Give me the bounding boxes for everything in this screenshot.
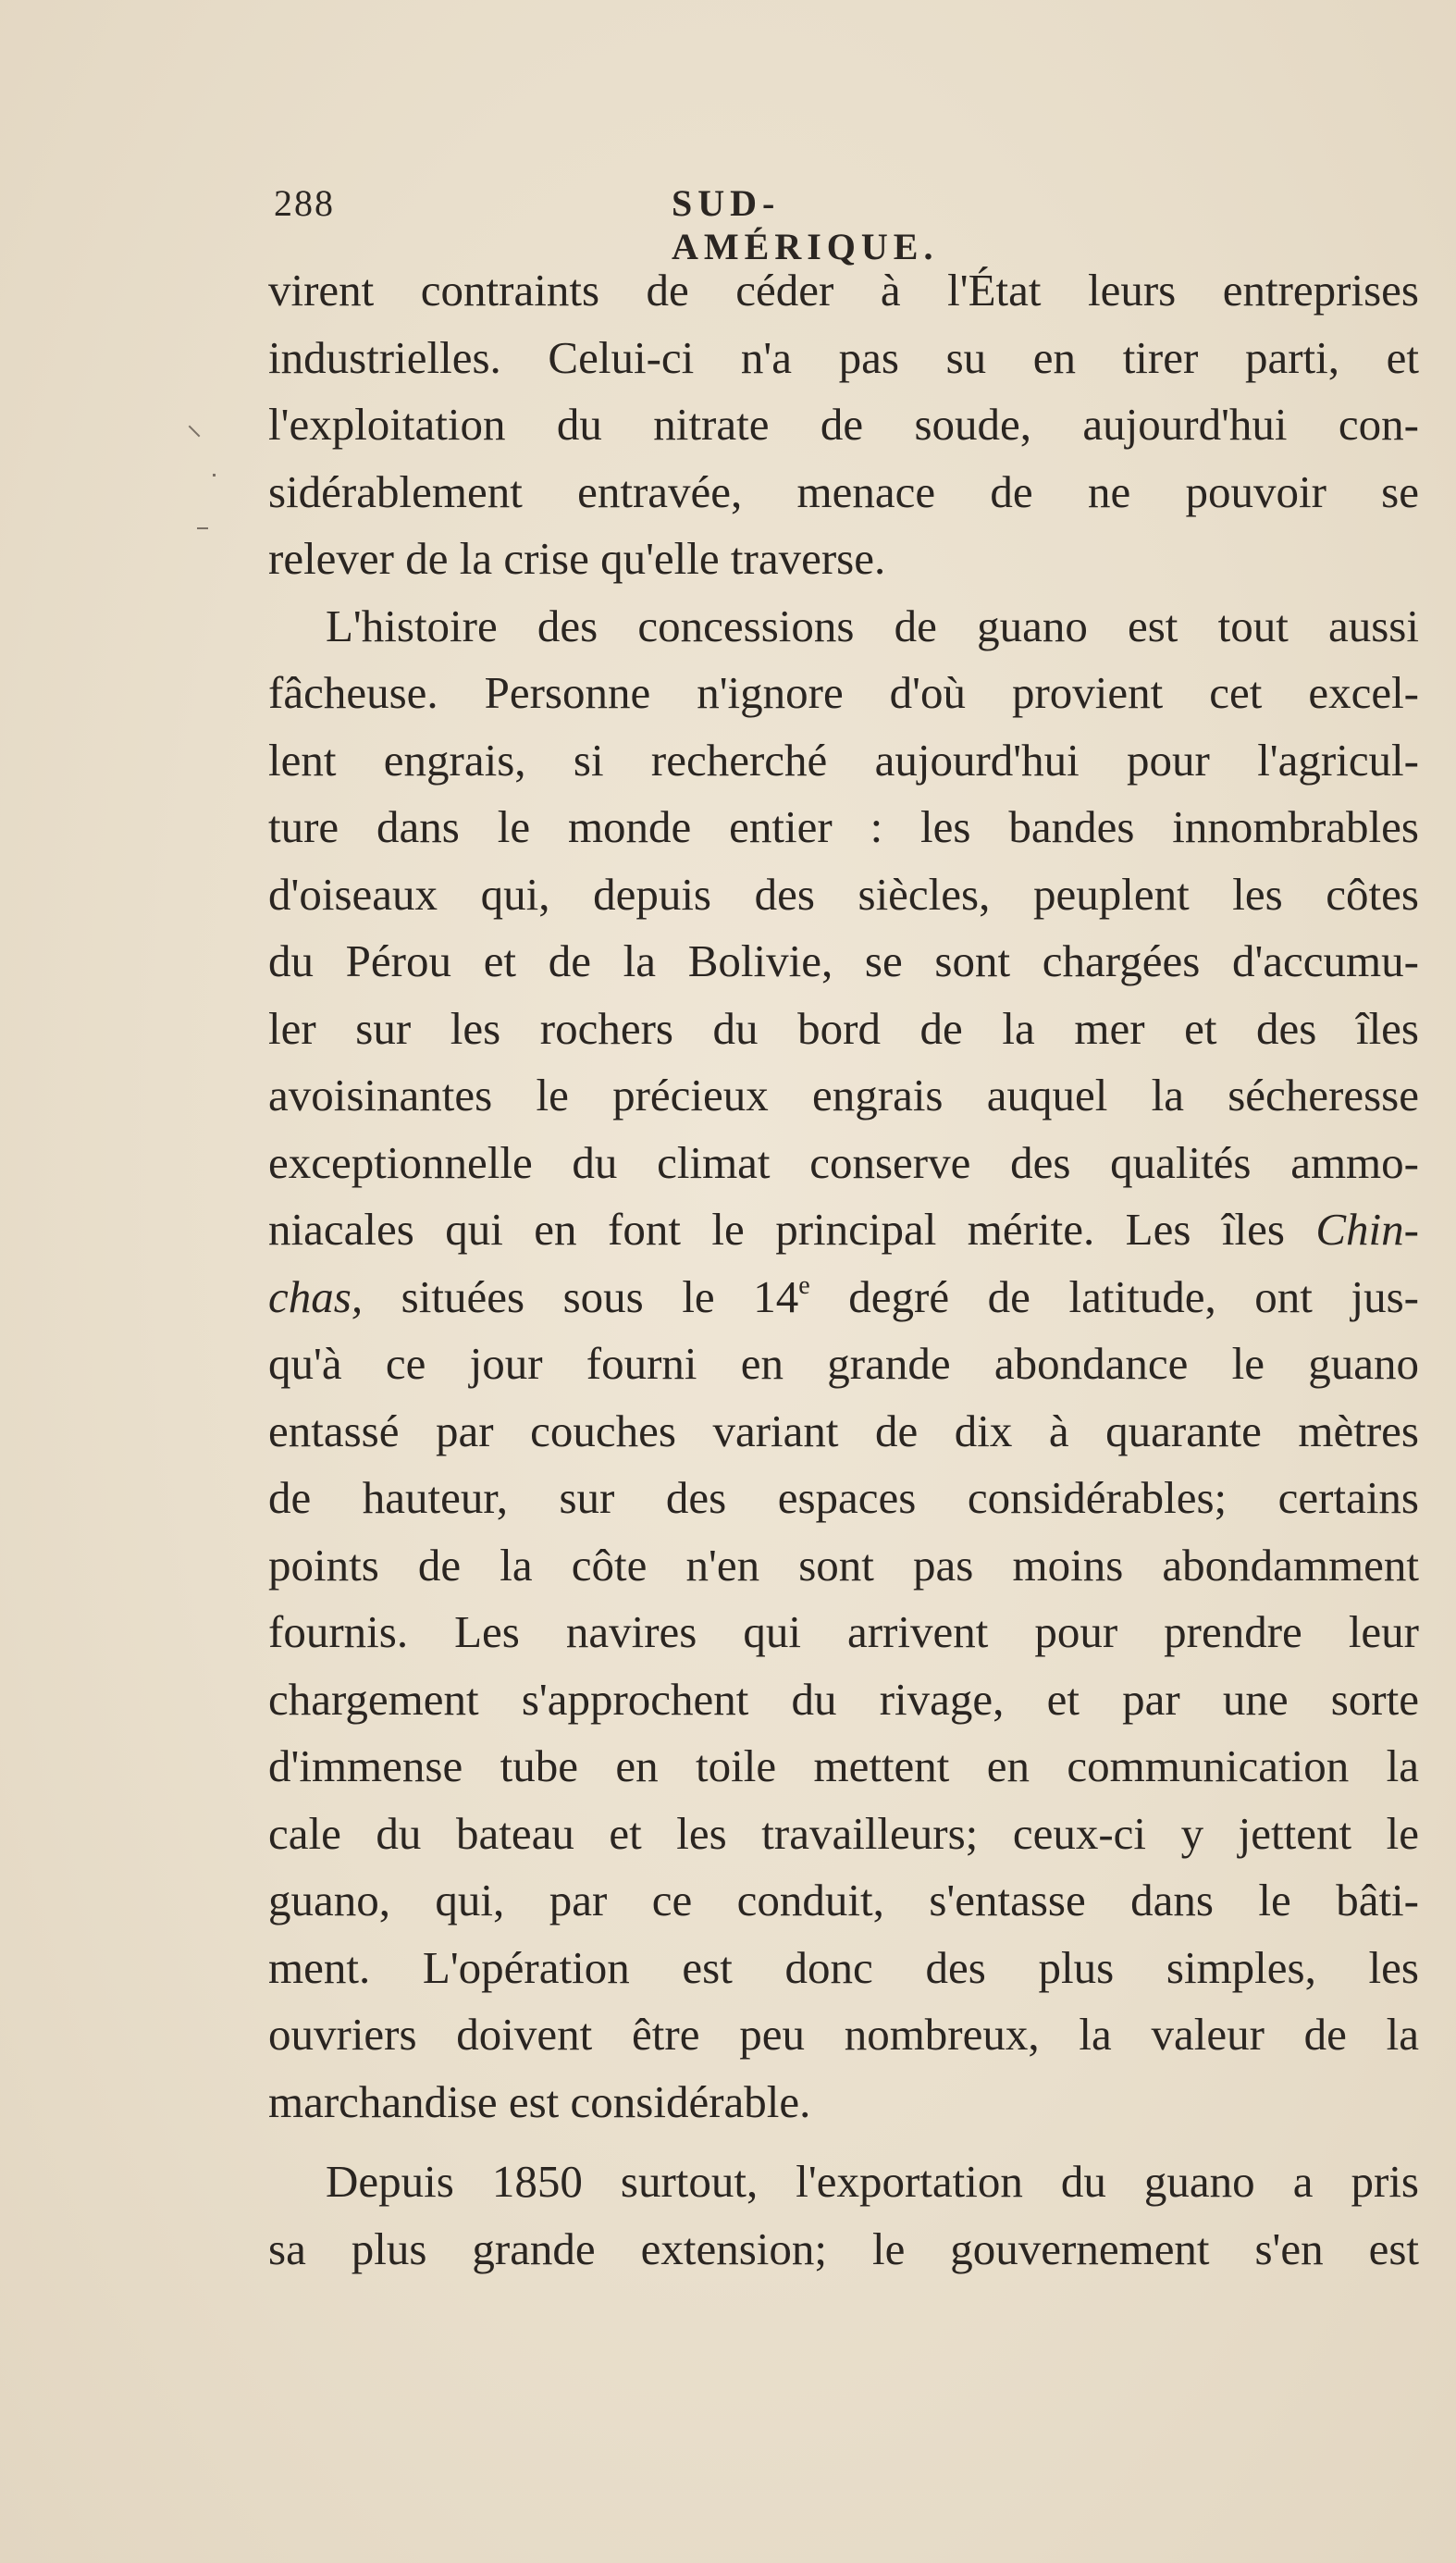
margin-dash-mark (197, 527, 208, 529)
text-segment: situées sous le 14 (363, 1270, 799, 1322)
text-segment: degré de latitude, ont jus- (809, 1270, 1419, 1322)
text-line: marchandise est considérable. (268, 2075, 811, 2127)
text-line: d'immense tube en toile mettent en communication la (268, 1740, 1419, 1791)
paragraph-first-line: Depuis 1850 surtout, l'exportation du guano a pris (326, 2156, 1419, 2207)
text-line: ture dans le monde entier : les bandes innombrables (268, 801, 1419, 852)
paragraph-first-line: L'histoire des concessions de guano est tout aussi (326, 600, 1419, 651)
text-line: ouvriers doivent être peu nombreux, la valeur de la (268, 2009, 1419, 2060)
text-line: fâcheuse. Personne n'ignore d'où provient cet excel- (268, 667, 1419, 718)
paragraph-gap (268, 2136, 1419, 2148)
running-title: SUD-AMÉRIQUE. (672, 182, 939, 267)
text-line: chargement s'approchent du rivage, et par une sorte (268, 1673, 1419, 1725)
text-line-mixed (268, 1196, 1419, 1264)
text-line: l'exploitation du nitrate de soude, aujourd'hui con- (268, 399, 1419, 450)
superscript: e (798, 1270, 810, 1300)
body-text (268, 257, 1419, 2283)
text-line: lent engrais, si recherché aujourd'hui pour l'agricul- (268, 734, 1419, 786)
text-line: ment. L'opération est donc des plus simples, les (268, 1941, 1419, 1993)
margin-tick-mark (189, 426, 201, 438)
text-segment: niacales qui en font le principal mérite. Les îles (268, 1204, 1316, 1255)
text-line: d'oiseaux qui, depuis des siècles, peuplent les côtes (268, 868, 1419, 920)
text-line: virent contraints de céder à l'État leurs entreprises (268, 265, 1419, 316)
italic-place-name: Chin- (1315, 1204, 1419, 1255)
text-line: sidérablement entravée, menace de ne pouvoir se (268, 465, 1419, 517)
text-line-mixed (268, 1264, 1419, 1331)
text-line: du Pérou et de la Bolivie, se sont chargées d'accumu- (268, 935, 1419, 986)
margin-dot-mark (213, 474, 216, 477)
page-number: 288 (274, 182, 335, 224)
running-head (274, 181, 1032, 267)
text-line: entassé par couches variant de dix à quarante mètres (268, 1405, 1419, 1456)
text-line: avoisinantes le précieux engrais auquel la sécheresse (268, 1070, 1419, 1121)
text-line: points de la côte n'en sont pas moins abondamment (268, 1539, 1419, 1591)
text-line: qu'à ce jour fourni en grande abondance le guano (268, 1338, 1419, 1389)
text-line: de hauteur, sur des espaces considérables; certains (268, 1472, 1419, 1523)
text-line: industrielles. Celui-ci n'a pas su en tirer parti, et (268, 331, 1419, 383)
text-line: ler sur les rochers du bord de la mer et des îles (268, 1002, 1419, 1054)
italic-place-name: chas, (268, 1270, 364, 1322)
text-line: sa plus grande extension; le gouvernement s'en est (268, 2223, 1419, 2274)
text-line: fournis. Les navires qui arrivent pour prendre leur (268, 1606, 1419, 1657)
text-line: exceptionnelle du climat conserve des qualités ammo- (268, 1136, 1419, 1188)
text-line: guano, qui, par ce conduit, s'entasse dans le bâti- (268, 1875, 1419, 1925)
text-line: relever de la crise qu'elle traverse. (268, 533, 886, 584)
text-line: cale du bateau et les travailleurs; ceux-ci y jettent le (268, 1807, 1419, 1859)
